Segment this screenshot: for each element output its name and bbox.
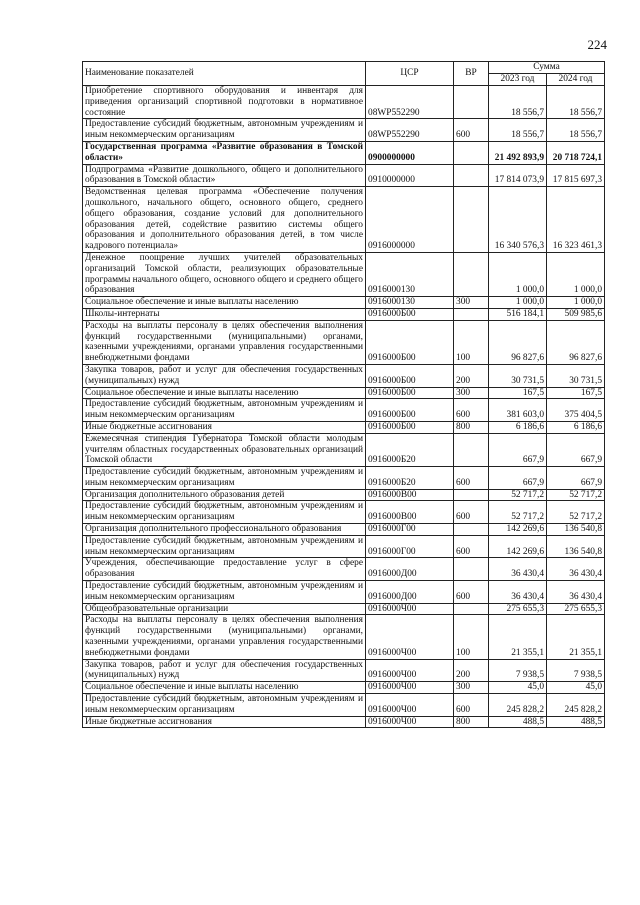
- row-csr-cell: 08WP552290: [366, 86, 454, 119]
- table-row: [83, 320, 605, 364]
- table-row: [83, 501, 605, 524]
- table-row: [83, 558, 605, 581]
- table-row: [83, 308, 605, 320]
- row-csr-cell: 0916000130: [366, 297, 454, 309]
- row-2024-cell: 136 540,8: [547, 535, 605, 558]
- row-2024-cell: 667,9: [547, 467, 605, 490]
- row-name-cell: Предоставление субсидий бюджетным, автономным учреждениям и иным некоммерческим организациям: [83, 694, 366, 717]
- row-vr-cell: 600: [454, 581, 489, 604]
- row-vr-cell: 300: [454, 387, 489, 399]
- row-vr-cell: [454, 433, 489, 466]
- row-2023-cell: 245 828,2: [489, 694, 547, 717]
- row-name-cell: Ежемесячная стипендия Губернатора Томской области молодым учителям областных государственных образовательных организаций Томской области: [83, 433, 366, 466]
- row-2024-cell: 20 718 724,1: [547, 141, 605, 164]
- row-csr-cell: 0910000000: [366, 164, 454, 187]
- row-vr-cell: [454, 603, 489, 615]
- row-2023-cell: 36 430,4: [489, 581, 547, 604]
- row-2023-cell: 667,9: [489, 433, 547, 466]
- table-row: [83, 615, 605, 659]
- row-name-cell: Предоставление субсидий бюджетным, автономным учреждениям и иным некоммерческим организациям: [83, 581, 366, 604]
- row-2024-cell: 18 556,7: [547, 86, 605, 119]
- row-vr-cell: 200: [454, 659, 489, 682]
- row-csr-cell: 0916000Б00: [366, 399, 454, 422]
- row-2024-cell: 17 815 697,3: [547, 164, 605, 187]
- table-row: [83, 141, 605, 164]
- row-2023-cell: 381 603,0: [489, 399, 547, 422]
- row-vr-cell: [454, 524, 489, 536]
- row-2023-cell: 17 814 073,9: [489, 164, 547, 187]
- table-row: [83, 86, 605, 119]
- table-row: [83, 682, 605, 694]
- row-2023-cell: 142 269,6: [489, 524, 547, 536]
- row-2024-cell: 96 827,6: [547, 320, 605, 364]
- row-name-cell: Расходы на выплаты персоналу в целях обеспечения выполнения функций государственными (муниципальными) органами, казенными учреждениями, органами управления государственными внебюджетными фондами: [83, 320, 366, 364]
- table-row: [83, 187, 605, 253]
- header-sum: Сумма: [489, 62, 605, 74]
- row-vr-cell: 300: [454, 682, 489, 694]
- row-2023-cell: 52 717,2: [489, 501, 547, 524]
- row-2024-cell: 45,0: [547, 682, 605, 694]
- row-vr-cell: 800: [454, 716, 489, 728]
- table-row: [83, 581, 605, 604]
- row-name-cell: Иные бюджетные ассигнования: [83, 716, 366, 728]
- table-header-row: [83, 62, 605, 74]
- row-csr-cell: 0916000Д00: [366, 558, 454, 581]
- row-2023-cell: 7 938,5: [489, 659, 547, 682]
- row-2024-cell: 36 430,4: [547, 558, 605, 581]
- row-2023-cell: 488,5: [489, 716, 547, 728]
- row-csr-cell: 08WP552290: [366, 119, 454, 142]
- row-csr-cell: 0916000Ч00: [366, 694, 454, 717]
- row-2024-cell: 30 731,5: [547, 364, 605, 387]
- row-vr-cell: 800: [454, 421, 489, 433]
- header-year-2023: 2023 год: [489, 74, 547, 86]
- row-name-cell: Социальное обеспечение и иные выплаты населению: [83, 682, 366, 694]
- row-vr-cell: 600: [454, 467, 489, 490]
- table-row: [83, 297, 605, 309]
- row-vr-cell: 600: [454, 399, 489, 422]
- row-2023-cell: 142 269,6: [489, 535, 547, 558]
- row-name-cell: Организация дополнительного профессионального образования: [83, 524, 366, 536]
- row-name-cell: Приобретение спортивного оборудования и инвентаря для приведения организаций спортивной подготовки в нормативное состояние: [83, 86, 366, 119]
- row-2023-cell: 36 430,4: [489, 558, 547, 581]
- table-row: [83, 535, 605, 558]
- table-row: [83, 716, 605, 728]
- table-row: [83, 603, 605, 615]
- table-row: [83, 421, 605, 433]
- row-2024-cell: 275 655,3: [547, 603, 605, 615]
- header-name: Наименование показателей: [83, 62, 366, 86]
- row-vr-cell: 300: [454, 297, 489, 309]
- row-2023-cell: 167,5: [489, 387, 547, 399]
- row-csr-cell: 0916000130: [366, 252, 454, 296]
- row-vr-cell: [454, 86, 489, 119]
- table-row: [83, 252, 605, 296]
- table-row: [83, 659, 605, 682]
- row-csr-cell: 0900000000: [366, 141, 454, 164]
- row-name-cell: Социальное обеспечение и иные выплаты населению: [83, 387, 366, 399]
- row-vr-cell: 600: [454, 119, 489, 142]
- page-number: 224: [587, 37, 607, 52]
- row-2024-cell: 245 828,2: [547, 694, 605, 717]
- row-2024-cell: 7 938,5: [547, 659, 605, 682]
- row-csr-cell: 0916000Ч00: [366, 659, 454, 682]
- row-name-cell: Предоставление субсидий бюджетным, автономным учреждениям и иным некоммерческим организациям: [83, 399, 366, 422]
- row-2023-cell: 16 340 576,3: [489, 187, 547, 253]
- row-2024-cell: 167,5: [547, 387, 605, 399]
- row-name-cell: Общеобразовательные организации: [83, 603, 366, 615]
- header-vr: ВР: [454, 62, 489, 86]
- header-csr: ЦСР: [366, 62, 454, 86]
- row-name-cell: Иные бюджетные ассигнования: [83, 421, 366, 433]
- table-row: [83, 164, 605, 187]
- row-2023-cell: 1 000,0: [489, 297, 547, 309]
- row-name-cell: Учреждения, обеспечивающие предоставление услуг в сфере образования: [83, 558, 366, 581]
- table-row: [83, 433, 605, 466]
- row-name-cell: Ведомственная целевая программа «Обеспечение получения дошкольного, начального общего, основного общего, среднего общего образования, создание условий для дополнительного образования детей, содействие развитию системы общего образования и дополнительного образования детей, в том числе кадрового потенциала»: [83, 187, 366, 253]
- row-name-cell: Расходы на выплаты персоналу в целях обеспечения выполнения функций государственными (муниципальными) органами, казенными учреждениями, органами управления государственными внебюджетными фондами: [83, 615, 366, 659]
- row-csr-cell: 0916000Б00: [366, 308, 454, 320]
- row-csr-cell: 0916000Б00: [366, 320, 454, 364]
- row-2023-cell: 1 000,0: [489, 252, 547, 296]
- row-vr-cell: 100: [454, 320, 489, 364]
- row-2023-cell: 30 731,5: [489, 364, 547, 387]
- row-name-cell: Предоставление субсидий бюджетным, автономным учреждениям и иным некоммерческим организациям: [83, 467, 366, 490]
- row-2024-cell: 509 985,6: [547, 308, 605, 320]
- budget-table: [82, 61, 605, 728]
- row-2023-cell: 96 827,6: [489, 320, 547, 364]
- row-2023-cell: 6 186,6: [489, 421, 547, 433]
- row-2023-cell: 21 355,1: [489, 615, 547, 659]
- row-csr-cell: 0916000В00: [366, 489, 454, 501]
- table-row: [83, 364, 605, 387]
- row-vr-cell: 600: [454, 694, 489, 717]
- row-2024-cell: 52 717,2: [547, 501, 605, 524]
- table-row: [83, 119, 605, 142]
- row-2024-cell: 488,5: [547, 716, 605, 728]
- row-csr-cell: 0916000Ч00: [366, 716, 454, 728]
- row-csr-cell: 0916000Д00: [366, 581, 454, 604]
- row-2024-cell: 21 355,1: [547, 615, 605, 659]
- row-csr-cell: 0916000Б20: [366, 433, 454, 466]
- row-vr-cell: 600: [454, 501, 489, 524]
- row-name-cell: Школы-интернаты: [83, 308, 366, 320]
- row-vr-cell: 200: [454, 364, 489, 387]
- row-vr-cell: 600: [454, 535, 489, 558]
- row-2023-cell: 52 717,2: [489, 489, 547, 501]
- table-row: [83, 524, 605, 536]
- row-2023-cell: 275 655,3: [489, 603, 547, 615]
- row-name-cell: Денежное поощрение лучших учителей образовательных организаций Томской области, реализующих образовательные программы начального общего, основного общего и среднего общего образования: [83, 252, 366, 296]
- row-2023-cell: 667,9: [489, 467, 547, 490]
- row-name-cell: Государственная программа «Развитие образования в Томской области»: [83, 141, 366, 164]
- row-2023-cell: 45,0: [489, 682, 547, 694]
- row-vr-cell: [454, 489, 489, 501]
- row-name-cell: Предоставление субсидий бюджетным, автономным учреждениям и иным некоммерческим организациям: [83, 119, 366, 142]
- row-2024-cell: 36 430,4: [547, 581, 605, 604]
- row-2024-cell: 667,9: [547, 433, 605, 466]
- row-csr-cell: 0916000В00: [366, 501, 454, 524]
- row-2023-cell: 21 492 893,9: [489, 141, 547, 164]
- table-row: [83, 489, 605, 501]
- row-csr-cell: 0916000Б00: [366, 364, 454, 387]
- row-name-cell: Предоставление субсидий бюджетным, автономным учреждениям и иным некоммерческим организациям: [83, 501, 366, 524]
- row-2024-cell: 136 540,8: [547, 524, 605, 536]
- row-vr-cell: [454, 308, 489, 320]
- row-vr-cell: [454, 164, 489, 187]
- row-2023-cell: 516 184,1: [489, 308, 547, 320]
- row-vr-cell: [454, 558, 489, 581]
- table-row: [83, 387, 605, 399]
- row-2024-cell: 1 000,0: [547, 252, 605, 296]
- row-2023-cell: 18 556,7: [489, 86, 547, 119]
- row-csr-cell: 0916000Б00: [366, 421, 454, 433]
- table-row: [83, 467, 605, 490]
- row-2024-cell: 16 323 461,3: [547, 187, 605, 253]
- table-row: [83, 694, 605, 717]
- row-2024-cell: 6 186,6: [547, 421, 605, 433]
- row-csr-cell: 0916000Б20: [366, 467, 454, 490]
- row-name-cell: Социальное обеспечение и иные выплаты населению: [83, 297, 366, 309]
- row-csr-cell: 0916000Ч00: [366, 682, 454, 694]
- table-row: [83, 399, 605, 422]
- row-vr-cell: [454, 187, 489, 253]
- row-name-cell: Закупка товаров, работ и услуг для обеспечения государственных (муниципальных) нужд: [83, 659, 366, 682]
- header-year-2024: 2024 год: [547, 74, 605, 86]
- row-2024-cell: 52 717,2: [547, 489, 605, 501]
- row-name-cell: Предоставление субсидий бюджетным, автономным учреждениям и иным некоммерческим организациям: [83, 535, 366, 558]
- row-2023-cell: 18 556,7: [489, 119, 547, 142]
- row-name-cell: Подпрограмма «Развитие дошкольного, общего и дополнительного образования в Томской области»: [83, 164, 366, 187]
- row-vr-cell: [454, 141, 489, 164]
- row-vr-cell: 100: [454, 615, 489, 659]
- row-csr-cell: 0916000Ч00: [366, 603, 454, 615]
- row-csr-cell: 0916000Г00: [366, 524, 454, 536]
- row-vr-cell: [454, 252, 489, 296]
- row-csr-cell: 0916000000: [366, 187, 454, 253]
- row-2024-cell: 18 556,7: [547, 119, 605, 142]
- row-csr-cell: 0916000Г00: [366, 535, 454, 558]
- row-2024-cell: 1 000,0: [547, 297, 605, 309]
- table-body: [83, 86, 605, 728]
- row-csr-cell: 0916000Б00: [366, 387, 454, 399]
- row-2024-cell: 375 404,5: [547, 399, 605, 422]
- row-csr-cell: 0916000Ч00: [366, 615, 454, 659]
- row-name-cell: Закупка товаров, работ и услуг для обеспечения государственных (муниципальных) нужд: [83, 364, 366, 387]
- row-name-cell: Организация дополнительного образования детей: [83, 489, 366, 501]
